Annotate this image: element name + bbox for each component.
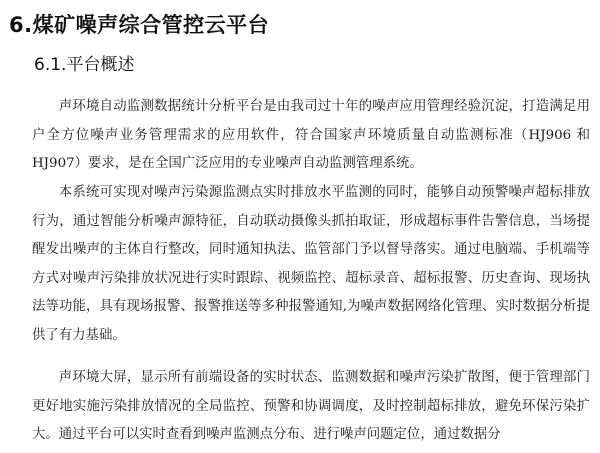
section-heading: 6.1.平台概述: [34, 55, 135, 75]
chapter-heading: 6.煤矿噪声综合管控云平台: [9, 13, 270, 37]
paragraph-1: 声环境自动监测数据统计分析平台是由我司过十年的噪声应用管理经验沉淀，打造满足用户全方位噪声业务管理需求的应用软件，符合国家声环境质量自动监测标准（HJ906 和 HJ907）要求，是在全国广泛应用的专业噪声自动监测管理系统。: [32, 99, 590, 171]
paragraph-2: 本系统可实现对噪声污染源监测点实时排放水平监测的同时，能够自动预警噪声超标排放行为，通过智能分析噪声源特征，自动联动摄像头抓拍取证，形成超标事件告警信息，当场提醒发出噪声的主体自行整改，同时通知执法、监管部门予以督导落实。通过电脑端、手机端等方式对噪声污染排放状况进行实时跟踪、视频监控、超标录音、超标报警、历史查询、现场执法等功能，具有现场报警、报警推送等多种报警通知,为噪声数据网络化管理、实时数据分析提供了有力基础。: [32, 185, 590, 343]
paragraph-3: 声环境大屏，显示所有前端设备的实时状态、监测数据和噪声污染扩散图，便于管理部门更好地实施污染排放情况的全局监控、预警和协调调度，及时控制超标排放，避免环保污染扩大。通过平台可以实时查看到噪声监测点分布、进行噪声问题定位，通过数据分: [32, 370, 590, 442]
